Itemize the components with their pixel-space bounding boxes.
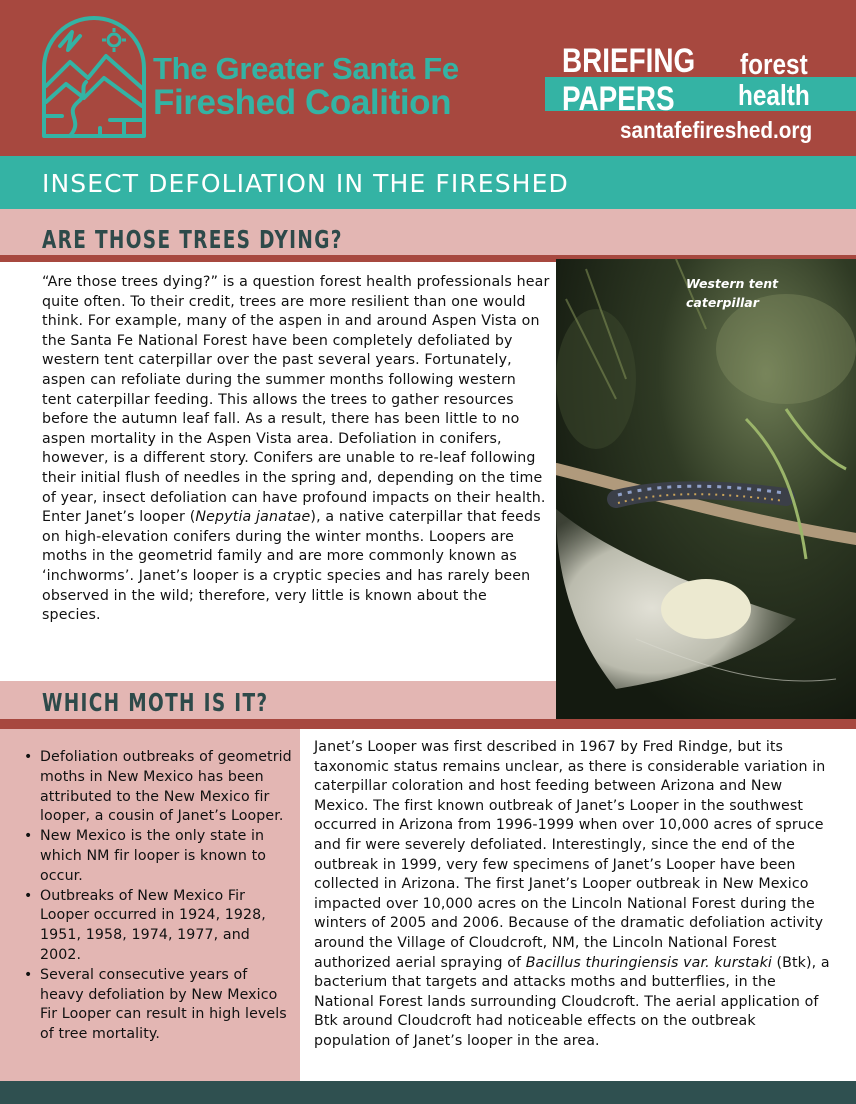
section2-text-a: Janet’s Looper was first described in 1967 by Fred Rindge, but its taxonomic status remains unclear, as there is considerable variation in caterpillar coloration and host feeding between Arizona and New Mexico. The first known outbreak of Janet’s Looper in the southwest occurred in Arizona from 1996-1999 when over 10,000 acres of spruce and fir were severely defoliated. Interestingly, since the end of the outbreak in 1999, very few specimens of Janet’s Looper have been collected in Arizona. The first Janet’s Looper outbreak in New Mexico impacted over 10,000 acres on the Lincoln National Forest during the winters of 2005 and 2006. Because of the dramatic defoliation activity around the Village of Cloudcroft, NM, the Lincoln National Forest authorized aerial spraying of [314, 739, 826, 971]
series-line2: PAPERS [562, 80, 675, 118]
section1-text-b: ), a native caterpillar that feeds on high-elevation conifers during the winter months. Loopers are moths in the geometrid family and are more commonly known as ‘inchworms’. Janet’s looper is a cryptic species and has rarely been observed in the wild; therefore, very little is known about the species. [42, 509, 541, 624]
list-item: • Several consecutive years of heavy defoliation by New Mexico Fir Looper can result in high levels of tree mortality. [22, 966, 294, 1045]
list-item: • Defoliation outbreaks of geometrid moths in New Mexico has been attributed to the New Mexico fir looper, a cousin of Janet’s Looper. [22, 748, 294, 827]
list-item: • New Mexico is the only state in which NM fir looper is known to occur. [22, 827, 294, 886]
org-name-line2: Fireshed Coalition [153, 83, 452, 122]
facts-sidebar [0, 729, 300, 1081]
facts-list [22, 748, 294, 1045]
website-link[interactable]: santafefireshed.org [620, 117, 813, 143]
section2-text-b: (Btk), a bacterium that targets and attacks moths and butterflies, in the National Forest lands surrounding Cloudcroft. The aerial application of Btk around Cloudcroft had noticeable effects on the outbreak population of Janet’s looper in the area. [314, 954, 830, 1049]
fireshed-logo-icon [40, 16, 148, 140]
list-item: • Outbreaks of New Mexico Fir Looper occurred in 1924, 1928, 1951, 1958, 1974, 1977, and 2002. [22, 887, 294, 966]
section1-paragraph [42, 273, 550, 626]
section2-divider [0, 719, 856, 729]
topic-label [738, 50, 810, 112]
photo-caption-line2: caterpillar [686, 295, 759, 310]
footer-band [0, 1081, 856, 1104]
section2-paragraph [314, 738, 836, 1052]
org-name-line1: The Greater Santa Fe [153, 51, 459, 86]
photo-caption-line1: Western tent [686, 276, 779, 291]
org-name [153, 52, 459, 120]
caterpillar-image-icon [556, 259, 856, 719]
section2-heading: WHICH MOTH IS IT? [42, 688, 269, 717]
series-label [562, 42, 696, 118]
series-line1: BRIEFING [562, 42, 696, 80]
section1-text-a: “Are those trees dying?” is a question forest health professionals hear quite often. To their credit, trees are more resilient than one would think. For example, many of the aspen in and around Aspen Vista on the Santa Fe National Forest have been completely defoliated by western tent caterpillar over the past several years. Fortunately, aspen can refoliate during the summer months following western tent caterpillar feeding. This allows the trees to gather resources before the autumn leaf fall. As a result, there has been little to no aspen mortality in the Aspen Vista area. Defoliation in conifers, however, is a different story. Conifers are unable to re-leaf following their initial flush of needles in the spring and, depending on the time of year, insect defoliation can have profound impacts on their health. Enter Janet’s looper ( [42, 274, 550, 526]
section1-heading: ARE THOSE TREES DYING? [42, 225, 343, 254]
title-band [0, 156, 856, 209]
species-name-janatae: Nepytia janatae [195, 509, 311, 526]
header-banner [0, 0, 856, 156]
caterpillar-photo [556, 259, 856, 719]
photo-caption [686, 274, 778, 312]
species-name-btk: Bacillus thuringiensis var. kurstaki [525, 954, 772, 971]
topic-line2: health [738, 80, 810, 112]
page-title: INSECT DEFOLIATION IN THE FIRESHED [42, 169, 569, 198]
topic-line1: forest [740, 49, 808, 81]
